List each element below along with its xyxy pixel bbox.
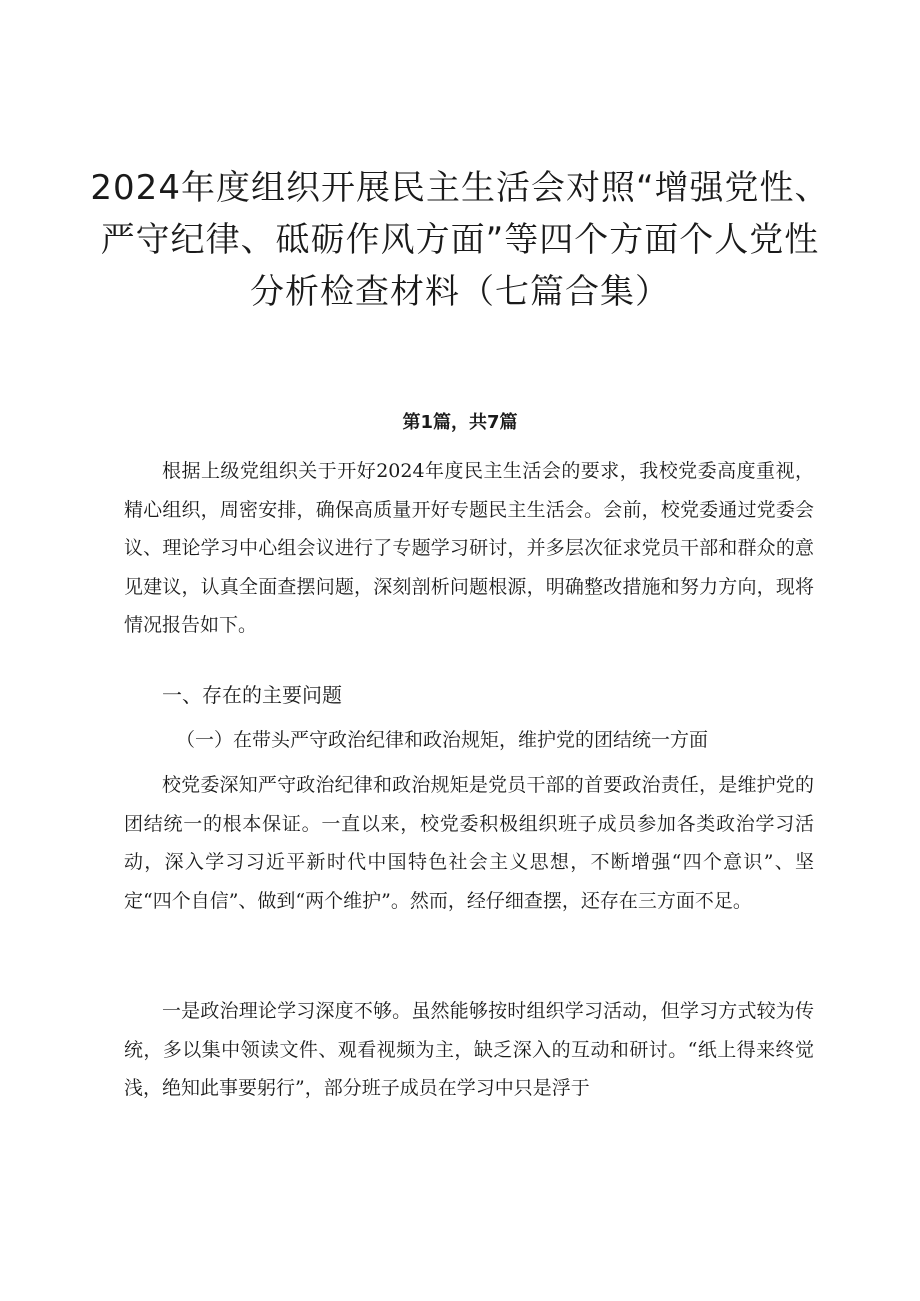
section-heading-problems: 一、存在的主要问题 <box>162 683 342 707</box>
subsection-heading-discipline: （一）在带头严守政治纪律和政治规矩，维护党的团结统一方面 <box>176 729 709 751</box>
document-title: 2024年度组织开展民主生活会对照“增强党性、严守纪律、砥砺作风方面”等四个方面个人党性分析检查材料（七篇合集） <box>90 168 830 312</box>
point-one-paragraph: 一是政治理论学习深度不够。虽然能够按时组织学习活动，但学习方式较为传统，多以集中领读文件、观看视频为主，缺乏深入的互动和研讨。“纸上得来终觉浅，绝知此事要躬行”，部分班子成员在学习中只是浮于 <box>124 1000 814 1099</box>
part-heading: 第1篇，共7篇 <box>402 412 518 433</box>
subsection-paragraph: 校党委深知严守政治纪律和政治规矩是党员干部的首要政治责任，是维护党的团结统一的根本保证。一直以来，校党委积极组织班子成员参加各类政治学习活动，深入学习习近平新时代中国特色社会主义思想，不断增强“四个意识”、坚定“四个自信”、做到“两个维护”。然而，经仔细查摆，还存在三方面不足。 <box>124 774 814 912</box>
intro-paragraph: 根据上级党组织关于开好2024年度民主生活会的要求，我校党委高度重视，精心组织，周密安排，确保高质量开好专题民主生活会。会前，校党委通过党委会议、理论学习中心组会议进行了专题学习研讨，并多层次征求党员干部和群众的意见建议，认真全面查摆问题，深刻剖析问题根源，明确整改措施和努力方向，现将情况报告如下。 <box>124 460 814 636</box>
